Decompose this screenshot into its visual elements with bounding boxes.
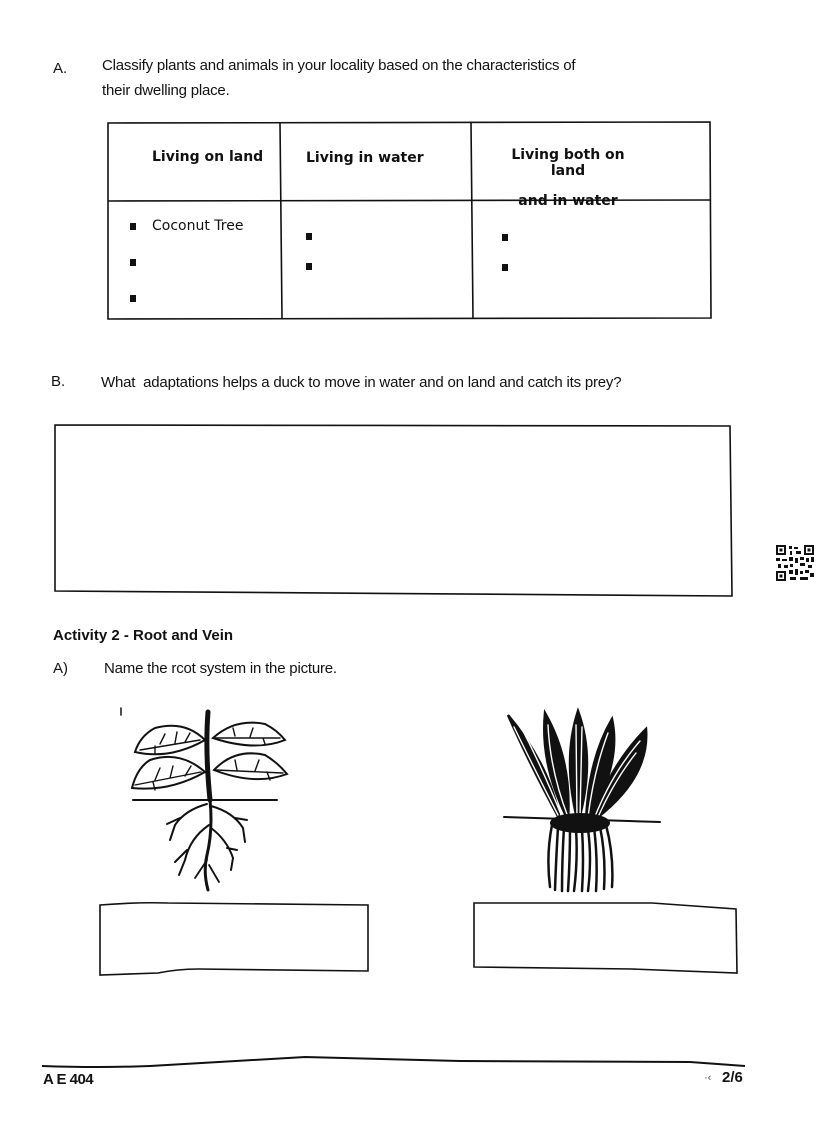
bullet-icon [502, 234, 508, 241]
activity-2-part-a-question: Name the rcot system in the picture. [104, 660, 337, 677]
bullet-icon [130, 295, 136, 302]
answer-box-b[interactable] [54, 423, 732, 597]
header-living-in-water: Living in water [306, 150, 424, 166]
bullet-icon [306, 233, 312, 240]
question-b-text: What adaptations helps a duck to move in water and on land and catch its prey? [101, 374, 622, 391]
answer-box-taproot-border [98, 901, 371, 977]
answer-box-fibrous-border [472, 900, 740, 976]
taproot-plant-icon [115, 700, 295, 895]
question-a-line1: Classify plants and animals in your locality based on the characteristics of [102, 57, 576, 74]
header-living-on-land: Living on land [152, 149, 264, 165]
question-b-label: B. [51, 373, 66, 390]
footer-page-number: 2/6 [722, 1069, 743, 1086]
header-living-both-line2: and in water [518, 193, 618, 209]
question-a-line2: their dwelling place. [102, 82, 230, 99]
fibrous-root-plant-image [500, 705, 665, 895]
land-item-3[interactable] [130, 291, 152, 305]
land-item-2[interactable] [130, 255, 152, 269]
answer-box-taproot[interactable] [98, 901, 371, 977]
both-item-2[interactable] [502, 260, 524, 274]
question-a-text [102, 53, 702, 103]
both-item-1[interactable] [502, 230, 524, 244]
qr-code-icon [776, 545, 814, 581]
header-living-both-line1: Living both on land [511, 147, 625, 179]
bullet-icon [502, 264, 508, 271]
footer-course-code: A E 404 [43, 1071, 94, 1088]
qr-code [776, 545, 814, 581]
bullet-icon [130, 259, 136, 266]
bullet-icon [306, 263, 312, 270]
answer-box-b-border [54, 423, 734, 599]
answer-box-fibrous[interactable] [472, 900, 740, 976]
footer-rule [40, 1052, 800, 1072]
water-item-2[interactable] [306, 259, 328, 273]
activity-2-title: Activity 2 - Root and Vein [53, 627, 234, 644]
bullet-icon [130, 223, 136, 230]
question-a-label: A. [53, 60, 68, 77]
activity-2-part-a-label: A) [53, 660, 68, 677]
water-item-1[interactable] [306, 229, 328, 243]
taproot-plant-image [115, 700, 295, 895]
land-item-1[interactable] [130, 218, 243, 234]
header-living-both [498, 147, 638, 209]
fibrous-root-plant-icon [500, 705, 665, 895]
land-item-1-text: Coconut Tree [152, 218, 244, 234]
footer-mark: ·‹ [704, 1072, 712, 1084]
classification-table [107, 121, 711, 319]
